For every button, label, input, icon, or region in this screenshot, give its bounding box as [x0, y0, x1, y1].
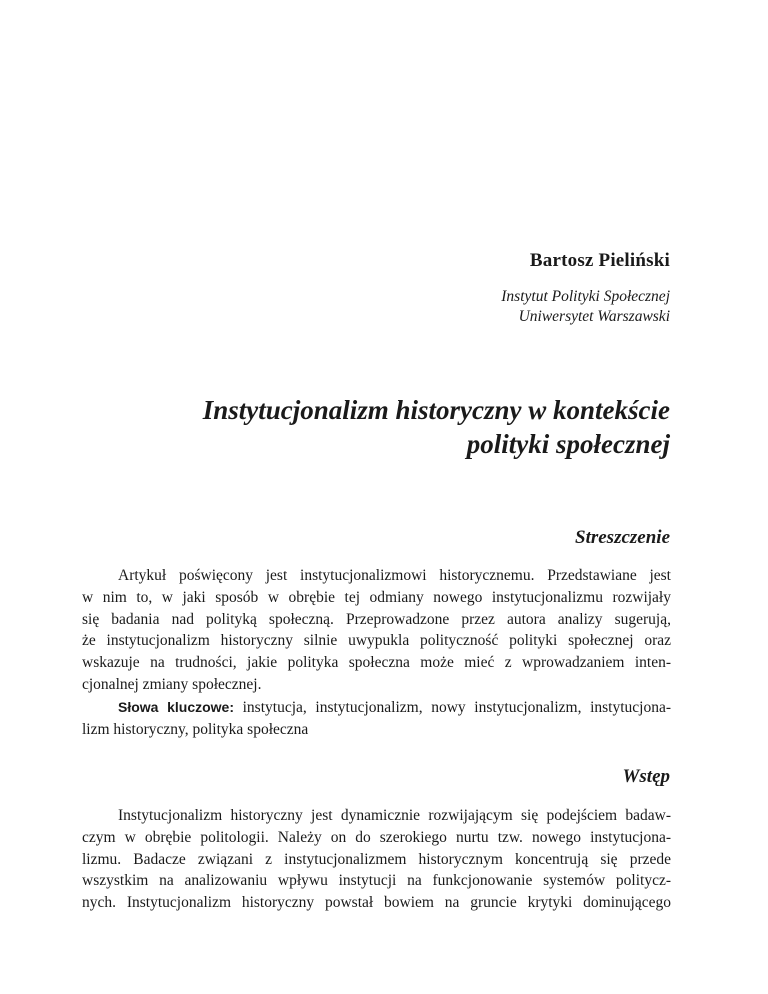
article-title — [110, 393, 670, 461]
author-affiliation — [501, 287, 670, 327]
abstract-line: wskazuje na trudności, jakie polityka społeczna może mieć z wprowadzaniem inten- — [82, 654, 671, 672]
title-line-2: polityki społecznej — [466, 429, 670, 459]
affiliation-institute: Instytut Polityki Społecznej — [501, 288, 670, 305]
abstract-line: że instytucjonalizm historyczny silnie uwypukla polityczność polityki społecznej oraz — [82, 632, 671, 650]
abstract-line: w nim to, w jaki sposób w obrębie tej odmiany nowego instytucjonalizmu rozwijały — [82, 588, 671, 606]
abstract-line: cjonalnej zmiany społecznej. — [82, 675, 262, 693]
intro-line: wszystkim na analizowaniu wpływu instytucji na funkcjonowanie systemów politycz- — [82, 872, 671, 890]
abstract-text — [82, 565, 671, 696]
keywords-list-part-2: lizm historyczny, polityka społeczna — [82, 720, 309, 738]
keywords-list-part-1: instytucja, instytucjonalizm, nowy instytucjonalizm, instytucjona- — [242, 699, 671, 716]
intro-line: nych. Instytucjonalizm historyczny powstał bowiem na gruncie krytyki dominującego — [82, 894, 671, 912]
keywords-label: Słowa kluczowe: — [118, 699, 234, 715]
introduction-text — [82, 805, 671, 914]
affiliation-university: Uniwersytet Warszawski — [518, 308, 670, 325]
abstract-line: Artykuł poświęcony jest instytucjonalizmowi historycznemu. Przedstawiane jest — [118, 567, 671, 584]
title-line-1: Instytucjonalizm historyczny w kontekście — [202, 395, 670, 425]
intro-line: lizmu. Badacze związani z instytucjonalizmem historycznym koncentrują się przede — [82, 850, 671, 868]
intro-line: Instytucjonalizm historyczny jest dynamicznie rozwijającym się podejściem badaw- — [118, 807, 671, 824]
keywords-line — [82, 697, 671, 719]
keywords — [82, 697, 671, 741]
introduction-heading: Wstęp — [622, 766, 670, 787]
intro-line: czym w obrębie politologii. Należy on do szerokiego nurtu tzw. nowego instytucjona- — [82, 828, 671, 846]
author-name: Bartosz Pieliński — [529, 250, 670, 271]
abstract-line: się badania nad polityką społeczną. Przeprowadzone przez autora analizy sugerują, — [82, 610, 671, 628]
abstract-heading: Streszczenie — [575, 527, 670, 548]
